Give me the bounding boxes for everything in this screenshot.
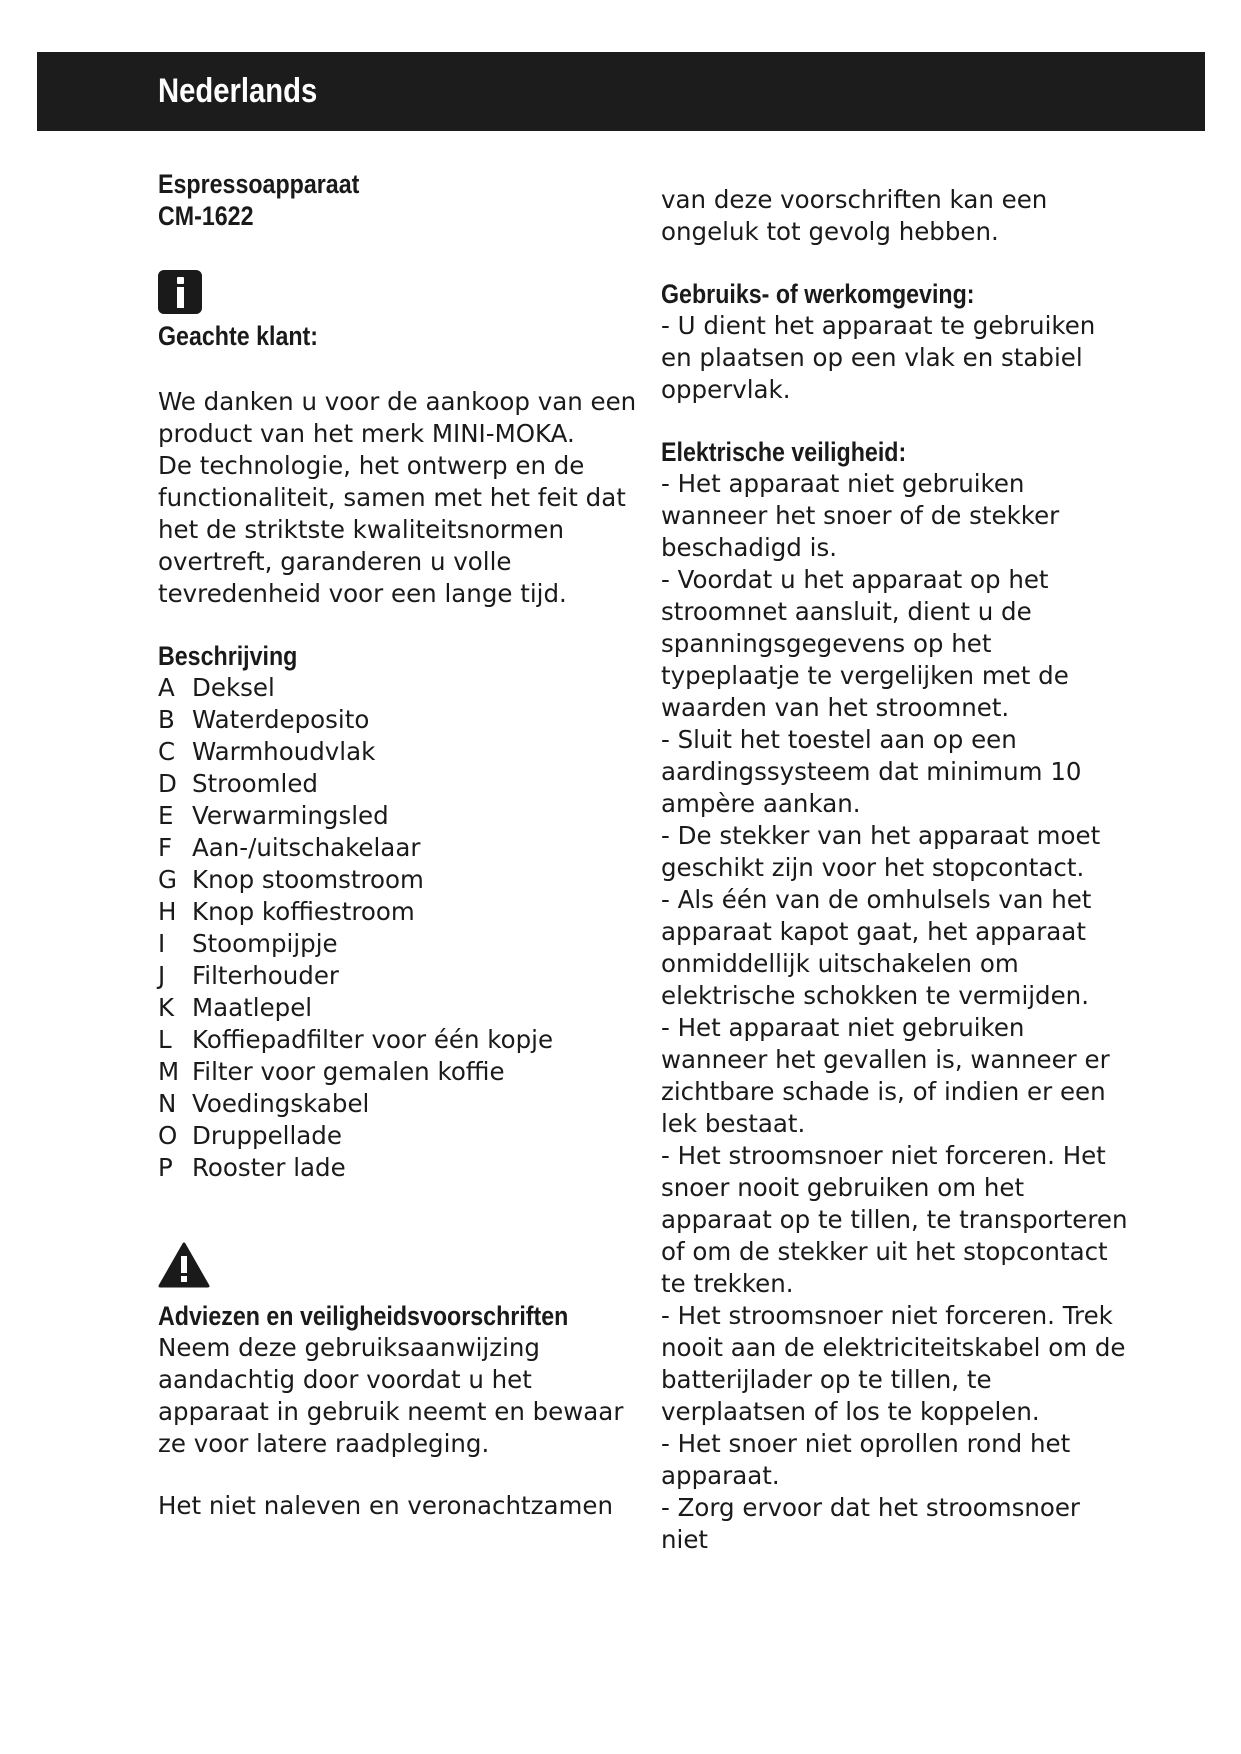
continuation-text: van deze voorschriften kan een ongeluk tot gevolg hebben. [661,185,1048,246]
description-item [158,1024,638,1056]
description-item [158,1152,638,1184]
description-item [158,928,638,960]
description-item [158,864,638,896]
description-item [158,800,638,832]
description-item-key: O [158,1121,178,1150]
description-item [158,992,638,1024]
description-item-key: D [158,769,177,798]
product-model: CM-1622 [158,201,254,231]
description-item-key: L [158,1025,172,1054]
description-item-label: Filterhouder [192,961,339,990]
intro-heading: Geachte klant: [158,321,319,351]
electrical-item: - Als één van de omhulsels van het apparaat kapot gaat, het apparaat onmiddellijk uitschakelen om elektrische schokken te vermijden. [661,885,1092,1010]
description-item-key: I [158,929,166,958]
warning-icon [158,1242,210,1288]
intro-paragraph-2: De technologie, het ontwerp en de functionaliteit, samen met het feit dat het de striktste kwaliteitsnormen overtreft, garanderen u volle tevredenheid voor een lange tijd. [158,451,626,608]
description-item-key: B [158,705,175,734]
description-item-label: Koffiepadfilter voor één kopje [192,1025,554,1054]
electrical-item: - De stekker van het apparaat moet geschikt zijn voor het stopcontact. [661,821,1101,882]
description-item-label: Knop koffiestroom [192,897,415,926]
description-item [158,896,638,928]
safety-paragraph-1: Neem deze gebruiksaanwijzing aandachtig door voordat u het apparaat in gebruik neemt en bewaar ze voor latere raadpleging. [158,1333,624,1458]
description-list [158,672,638,1184]
description-item-key: K [158,993,175,1022]
product-name: Espressoapparaat [158,169,360,199]
description-item-label: Warmhoudvlak [192,737,376,766]
description-item [158,672,638,704]
electrical-heading: Elektrische veiligheid: [661,437,907,467]
description-item-key: P [158,1153,173,1182]
description-item-key: A [158,673,175,702]
language-title: Nederlands [158,72,318,110]
description-item-label: Knop stoomstroom [192,865,424,894]
description-item-key: H [158,897,177,926]
description-item-key: M [158,1057,180,1086]
electrical-item: - Het apparaat niet gebruiken wanneer het gevallen is, wanneer er zichtbare schade is, of indien er een lek bestaat. [661,1013,1110,1138]
info-icon [158,270,202,314]
description-item [158,832,638,864]
safety-heading: Adviezen en veiligheidsvoorschriften [158,1301,569,1331]
description-item-label: Stroomled [192,769,318,798]
description-item-label: Aan-/uitschakelaar [192,833,421,862]
electrical-item: - Het stroomsnoer niet forceren. Het snoer nooit gebruiken om het apparaat op te tillen, te transporteren of om de stekker uit het stopcontact te trekken. [661,1141,1128,1298]
description-item-label: Maatlepel [192,993,313,1022]
description-item [158,1120,638,1152]
description-item [158,960,638,992]
environment-heading: Gebruiks- of werkomgeving: [661,279,975,309]
description-item [158,1088,638,1120]
environment-text: - U dient het apparaat te gebruiken en plaatsen op een vlak en stabiel oppervlak. [661,311,1096,404]
description-item [158,704,638,736]
electrical-list [661,468,1131,1556]
description-item-label: Stoompijpje [192,929,338,958]
description-item-key: E [158,801,174,830]
description-item-label: Waterdeposito [192,705,370,734]
description-item-label: Druppellade [192,1121,342,1150]
electrical-item: - Het snoer niet oprollen rond het apparaat. [661,1429,1071,1490]
electrical-item: - Voordat u het apparaat op het stroomnet aansluit, dient u de spanningsgegevens op het typeplaatje te vergelijken met de waarden van het stroomnet. [661,565,1069,722]
safety-paragraph-2: Het niet naleven en veronachtzamen [158,1491,613,1520]
description-heading: Beschrijving [158,641,298,671]
description-item-label: Verwarmingsled [192,801,389,830]
description-item-key: N [158,1089,177,1118]
description-item-key: J [158,961,166,990]
language-header [37,52,1205,131]
electrical-item: - Het stroomsnoer niet forceren. Trek nooit aan de elektriciteitskabel om de batterijlader op te tillen, te verplaatsen of los te koppelen. [661,1301,1126,1426]
electrical-item: - Het apparaat niet gebruiken wanneer het snoer of de stekker beschadigd is. [661,469,1060,562]
description-item [158,768,638,800]
description-item-key: G [158,865,177,894]
left-column [158,168,638,1522]
electrical-item: - Sluit het toestel aan op een aardingssysteem dat minimum 10 ampère aankan. [661,725,1082,818]
description-item-label: Filter voor gemalen koffie [192,1057,505,1086]
intro-paragraph-1: We danken u voor de aankoop van een product van het merk MINI-MOKA. [158,387,637,448]
description-item-key: C [158,737,176,766]
electrical-item: - Zorg ervoor dat het stroomsnoer niet [661,1493,1081,1554]
description-item-label: Voedingskabel [192,1089,370,1118]
description-item-label: Deksel [192,673,275,702]
description-item [158,1056,638,1088]
description-item-key: F [158,833,173,862]
description-item-label: Rooster lade [192,1153,346,1182]
description-item [158,736,638,768]
right-column [661,184,1131,1556]
